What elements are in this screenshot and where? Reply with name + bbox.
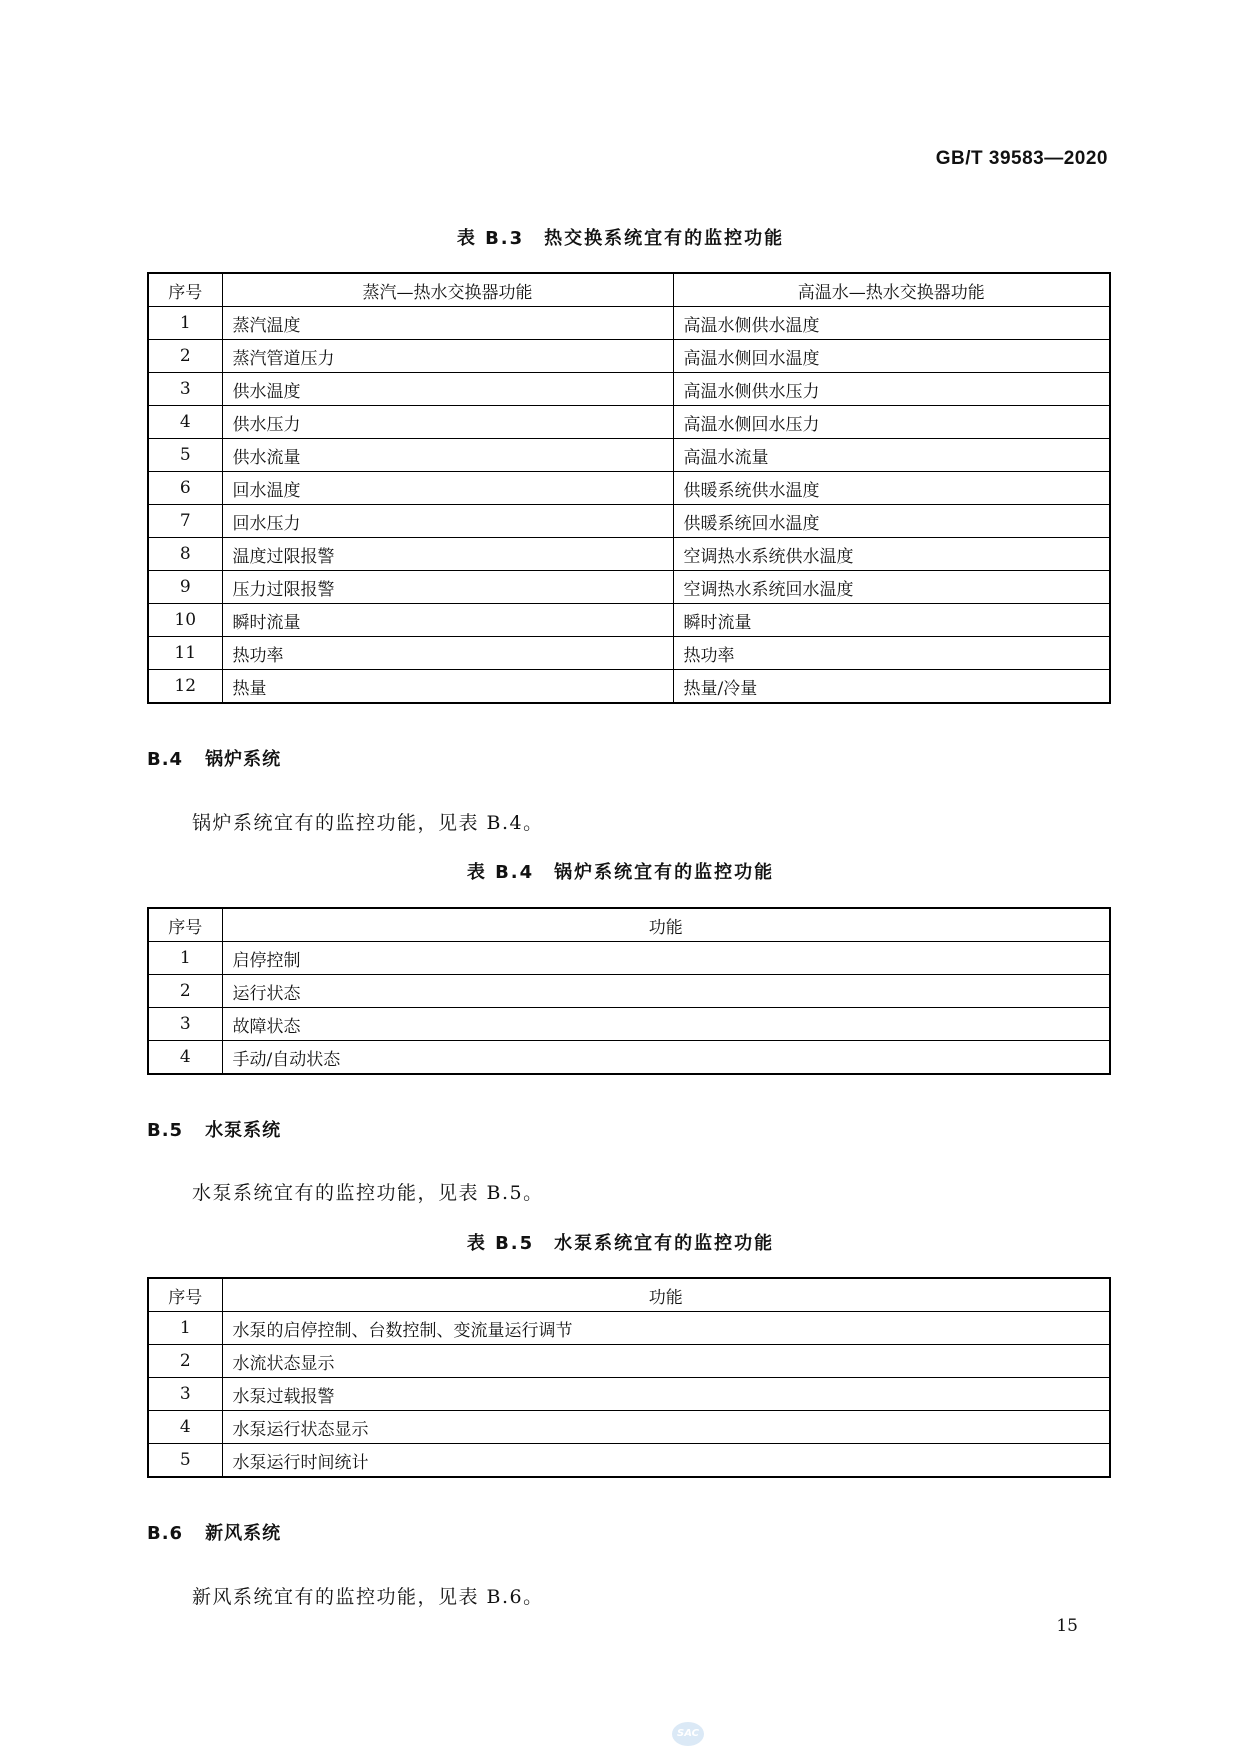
cell: 高温水侧供水温度 (673, 307, 1110, 340)
col-header-index: 序号 (148, 908, 222, 942)
table-row (148, 472, 1110, 505)
table-row (148, 505, 1110, 538)
cell: 回水压力 (222, 505, 673, 538)
cell: 热功率 (222, 637, 673, 670)
row-index: 4 (148, 1041, 222, 1075)
section-number: B.5 (147, 1120, 184, 1141)
page-number: 15 (1056, 1616, 1078, 1636)
table-row (148, 571, 1110, 604)
table-b5 (147, 1277, 1111, 1478)
table-b5-caption: 表 B.5 水泵系统宜有的监控功能 (466, 1233, 775, 1254)
table-row (148, 1345, 1110, 1378)
cell: 热量 (222, 670, 673, 704)
cell: 运行状态 (222, 975, 1110, 1008)
section-b5-heading (147, 1116, 281, 1142)
section-title: 水泵系统 (205, 1120, 282, 1141)
table-row (148, 373, 1110, 406)
cell: 高温水流量 (673, 439, 1110, 472)
cell: 瞬时流量 (222, 604, 673, 637)
row-index: 3 (148, 373, 222, 406)
cell: 热量/冷量 (673, 670, 1110, 704)
section-number: B.6 (147, 1523, 184, 1544)
cell: 启停控制 (222, 942, 1110, 975)
table-row (148, 538, 1110, 571)
cell: 水泵运行时间统计 (222, 1444, 1110, 1478)
col-header-index: 序号 (148, 1278, 222, 1312)
table-row (148, 340, 1110, 373)
cell: 供水流量 (222, 439, 673, 472)
cell: 供水温度 (222, 373, 673, 406)
cell: 回水温度 (222, 472, 673, 505)
cell: 水泵过载报警 (222, 1378, 1110, 1411)
table-row (148, 670, 1110, 704)
cell: 高温水侧供水压力 (673, 373, 1110, 406)
cell: 空调热水系统回水温度 (673, 571, 1110, 604)
table-b3 (147, 272, 1111, 704)
table-row (148, 439, 1110, 472)
row-index: 1 (148, 1312, 222, 1345)
cell: 温度过限报警 (222, 538, 673, 571)
row-index: 5 (148, 439, 222, 472)
col-header-hightemp: 高温水—热水交换器功能 (673, 273, 1110, 307)
cell: 压力过限报警 (222, 571, 673, 604)
row-index: 1 (148, 307, 222, 340)
table-row (148, 307, 1110, 340)
row-index: 4 (148, 406, 222, 439)
table-row (148, 1378, 1110, 1411)
table-b4 (147, 907, 1111, 1075)
standard-number: GB/T 39583—2020 (935, 148, 1108, 169)
sac-watermark-logo: SAC (672, 1722, 704, 1746)
row-index: 8 (148, 538, 222, 571)
table-row (148, 1444, 1110, 1478)
row-index: 6 (148, 472, 222, 505)
section-title: 新风系统 (205, 1523, 282, 1544)
col-header-function: 功能 (222, 908, 1110, 942)
section-b4-text: 锅炉系统宜有的监控功能，见表 B.4。 (192, 812, 544, 834)
table-header-row (148, 908, 1110, 942)
cell: 故障状态 (222, 1008, 1110, 1041)
row-index: 1 (148, 942, 222, 975)
cell: 水泵的启停控制、台数控制、变流量运行调节 (222, 1312, 1110, 1345)
table-header-row (148, 273, 1110, 307)
cell: 高温水侧回水压力 (673, 406, 1110, 439)
row-index: 11 (148, 637, 222, 670)
cell: 供暖系统供水温度 (673, 472, 1110, 505)
table-row (148, 406, 1110, 439)
cell: 供水压力 (222, 406, 673, 439)
cell: 瞬时流量 (673, 604, 1110, 637)
table-row (148, 604, 1110, 637)
col-header-index: 序号 (148, 273, 222, 307)
table-header-row (148, 1278, 1110, 1312)
cell: 水泵运行状态显示 (222, 1411, 1110, 1444)
row-index: 12 (148, 670, 222, 704)
row-index: 2 (148, 975, 222, 1008)
table-row (148, 1041, 1110, 1075)
table-b3-caption: 表 B.3 热交换系统宜有的监控功能 (456, 228, 785, 249)
cell: 蒸汽温度 (222, 307, 673, 340)
table-row (148, 1312, 1110, 1345)
section-b4-heading (147, 745, 281, 771)
cell: 空调热水系统供水温度 (673, 538, 1110, 571)
row-index: 7 (148, 505, 222, 538)
table-row (148, 942, 1110, 975)
cell: 供暖系统回水温度 (673, 505, 1110, 538)
cell: 高温水侧回水温度 (673, 340, 1110, 373)
section-b6-heading (147, 1519, 281, 1545)
row-index: 2 (148, 1345, 222, 1378)
row-index: 4 (148, 1411, 222, 1444)
row-index: 3 (148, 1378, 222, 1411)
row-index: 9 (148, 571, 222, 604)
col-header-function: 功能 (222, 1278, 1110, 1312)
row-index: 2 (148, 340, 222, 373)
row-index: 10 (148, 604, 222, 637)
table-row (148, 637, 1110, 670)
section-b5-text: 水泵系统宜有的监控功能，见表 B.5。 (192, 1182, 544, 1204)
table-row (148, 1411, 1110, 1444)
row-index: 5 (148, 1444, 222, 1478)
table-b4-caption: 表 B.4 锅炉系统宜有的监控功能 (466, 862, 775, 883)
col-header-steam: 蒸汽—热水交换器功能 (222, 273, 673, 307)
cell: 热功率 (673, 637, 1110, 670)
cell: 水流状态显示 (222, 1345, 1110, 1378)
table-row (148, 975, 1110, 1008)
table-row (148, 1008, 1110, 1041)
cell: 蒸汽管道压力 (222, 340, 673, 373)
section-b6-text: 新风系统宜有的监控功能，见表 B.6。 (192, 1586, 544, 1608)
section-number: B.4 (147, 749, 184, 770)
row-index: 3 (148, 1008, 222, 1041)
cell: 手动/自动状态 (222, 1041, 1110, 1075)
section-title: 锅炉系统 (205, 749, 282, 770)
